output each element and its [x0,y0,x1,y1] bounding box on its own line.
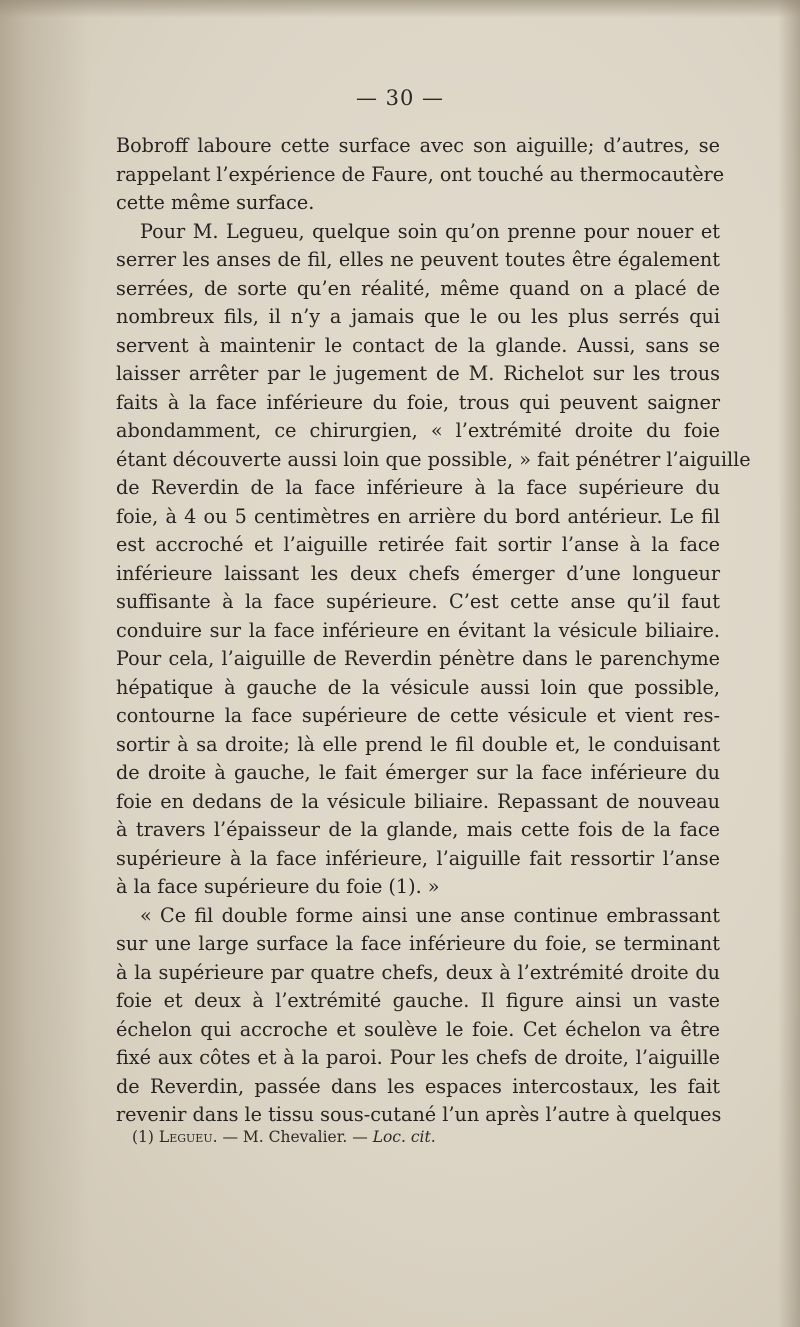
text-line: laisser arrêter par le jugement de M. Richelot sur les trous [116,362,720,385]
footnote-marker: (1) [132,1128,154,1146]
text-line: à la supérieure par quatre chefs, deux à l’extrémité droite du [116,960,720,984]
text-line: sur une large surface la face inférieure du foie, se terminant [116,932,720,955]
text-line: « Ce fil double forme ainsi une anse continue embrassant [140,903,720,927]
text-line: de Reverdin de la face inférieure à la face supérieure du [116,476,720,499]
text-line: servent à maintenir le contact de la glande. Aussi, sans se [116,333,720,357]
text-line: supérieure à la face inférieure, l’aiguille fait ressortir l’anse [116,846,720,870]
text-line: Pour M. Legueu, quelque soin qu’on prenne pour nouer et [140,219,720,243]
text-line: est accroché et l’aiguille retirée fait sortir l’anse à la face [116,533,720,556]
text-line: serrer les anses de fil, elles ne peuvent toutes être également [116,248,720,271]
page-shadow-left [0,0,90,1327]
text-line: de Reverdin, passée dans les espaces intercostaux, les fait [116,1074,720,1098]
text-line: Pour cela, l’aiguille de Reverdin pénètre dans le parenchyme [116,647,720,670]
text-line: rappelant l’expérience de Faure, ont touché au thermocautère [116,162,725,186]
footnote-reference: M. Chevalier. — [242,1128,373,1146]
text-line: suffisante à la face supérieure. C’est cette anse qu’il faut [116,590,720,613]
text-line: foie en dedans de la vésicule biliaire. Repassant de nouveau [116,789,720,813]
text-line: Bobroff laboure cette surface avec son aiguille; d’autres, se [116,134,720,157]
text-line: foie, à 4 ou 5 centimètres en arrière du bord antérieur. Le fil [116,504,720,528]
text-line: abondamment, ce chirurgien, « l’extrémité droite du foie [116,419,720,442]
page-shadow-top [0,0,800,18]
text-line: nombreux fils, il n’y a jamais que le ou les plus serrés qui [116,305,720,328]
page-shadow-right [778,0,800,1327]
footnote-author: Legueu [158,1128,213,1146]
text-line: revenir dans le tissu sous-cutané l’un après l’autre à quelques [116,1103,722,1126]
text-line: serrées, de sorte qu’en réalité, même quand on a placé de [116,276,720,300]
text-line: fixé aux côtes et à la paroi. Pour les chefs de droite, l’aiguille [116,1046,720,1069]
text-line: conduire sur la face inférieure en évitant la vésicule biliaire. [116,618,720,642]
text-line: foie et deux à l’extrémité gauche. Il figure ainsi un vaste [116,989,720,1012]
page-number: — 30 — [355,86,445,110]
text-line: à la face supérieure du foie (1). » [116,875,440,898]
text-line: étant découverte aussi loin que possible, » fait pénétrer l’aiguille [116,447,751,471]
text-line: inférieure laissant les deux chefs émerger d’une longueur [116,561,720,585]
body-text [116,132,751,1130]
text-line: contourne la face supérieure de cette vésicule et vient res- [116,704,720,727]
text-line: hépatique à gauche de la vésicule aussi loin que possible, [116,675,720,699]
text-line: échelon qui accroche et soulève le foie. Cet échelon va être [116,1017,720,1041]
text-line: de droite à gauche, le fait émerger sur la face inférieure du [116,761,720,784]
text-line: à travers l’épaisseur de la glande, mais cette fois de la face [116,818,720,841]
text-line: cette même surface. [116,191,315,214]
text-line: sortir à sa droite; là elle prend le fil double et, le conduisant [116,732,720,756]
footnote-separator: . — [212,1128,243,1146]
text-line: faits à la face inférieure du foie, trous qui peuvent saigner [116,390,720,414]
footnote [132,1128,436,1146]
footnote-citation: Loc. cit. [372,1128,436,1146]
